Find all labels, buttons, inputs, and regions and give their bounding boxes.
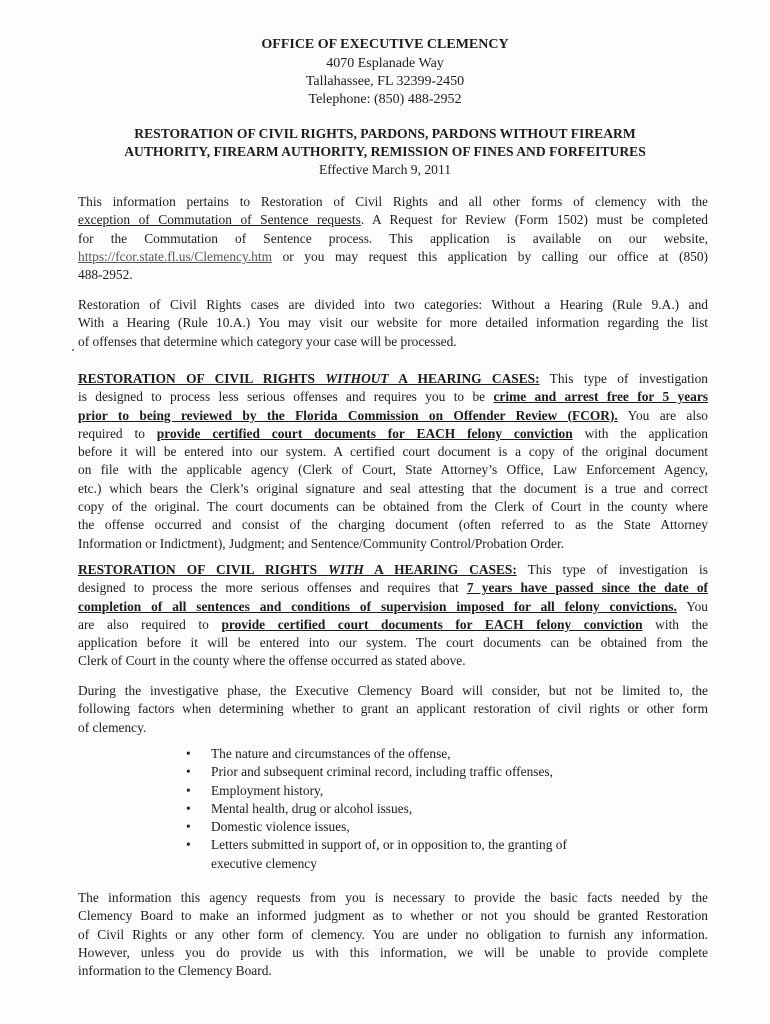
heading-text: WITHOUT (325, 371, 389, 386)
intro-paragraph (78, 193, 708, 284)
list-item-text: Prior and subsequent criminal record, including traffic offenses, (211, 764, 553, 780)
factors-line: following factors when determining whether to grant an applicant restoration of civil rights or other form (78, 701, 708, 717)
office-name: OFFICE OF EXECUTIVE CLEMENCY (261, 37, 509, 52)
bullet-icon: • (186, 837, 191, 853)
heading-text: A HEARING CASES: (388, 371, 540, 386)
list-item-text: Letters submitted in support of, or in opposition to, the granting of (211, 837, 567, 853)
section-text: with the (642, 616, 708, 632)
list-item-text: Domestic violence issues, (211, 819, 350, 835)
without-hearing-line: the offense occurred and consist of the charging document (often referred to as the State Attorney (78, 517, 708, 533)
commutation-exception: exception of Commutation of Sentence requests (78, 212, 361, 228)
without-hearing-line: before it will be entered into our system. A certified court document is a copy of the original document (78, 444, 708, 460)
intro-line: for the Commutation of Sentence process. This application is available on our website, (78, 230, 708, 246)
categories-line: With a Hearing (Rule 10.A.) You may visit our website for more detailed information regarding the list (78, 315, 708, 331)
closing-paragraph (78, 889, 708, 980)
factors-list (186, 745, 686, 873)
without-hearing-line (78, 425, 708, 443)
categories-line: of offenses that determine which category your case will be processed. (78, 333, 457, 349)
section-text: You are also (617, 407, 708, 423)
with-hearing-line (78, 598, 708, 616)
without-hearing-line: copy of the original. The court documents can be obtained from the Clerk of Court in the county where (78, 499, 708, 515)
without-hearing-heading (78, 371, 540, 386)
heading-text: RESTORATION OF CIVIL RIGHTS (78, 562, 329, 577)
with-hearing-section (78, 561, 708, 671)
list-item-text: Employment history, (211, 782, 324, 798)
office-address (0, 55, 770, 109)
document-title (0, 125, 770, 179)
bullet-icon: • (186, 782, 191, 798)
intro-text: . A Request for Review (Form 1502) must be completed (360, 212, 708, 228)
heading-text: RESTORATION OF CIVIL RIGHTS (78, 371, 326, 386)
factors-line: During the investigative phase, the Executive Clemency Board will consider, but not be limited to, the (78, 683, 708, 698)
list-item (186, 782, 686, 800)
closing-line: information to the Clemency Board. (78, 963, 272, 979)
bullet-icon: • (186, 800, 191, 816)
section-emphasis: completion of all sentences and conditions of supervision imposed for all felony convictions. (78, 598, 677, 614)
address-street: 4070 Esplanade Way (326, 56, 444, 71)
without-hearing-line: Information or Indictment), Judgment; and Sentence/Community Control/Probation Order. (78, 535, 565, 551)
intro-line (78, 211, 708, 229)
list-item-text: The nature and circumstances of the offense, (211, 746, 451, 761)
list-item-text: Mental health, drug or alcohol issues, (211, 800, 413, 816)
title-line-2: AUTHORITY, FIREARM AUTHORITY, REMISSION OF FINES AND FORFEITURES (124, 144, 646, 159)
bullet-icon: • (186, 819, 191, 835)
categories-line: Restoration of Civil Rights cases are divided into two categories: Without a Hearing (Rule 9.A.) and (78, 297, 708, 312)
scan-mark (72, 349, 74, 351)
list-item (186, 818, 686, 836)
title-line-1: RESTORATION OF CIVIL RIGHTS, PARDONS, PARDONS WITHOUT FIREARM (134, 126, 636, 141)
with-hearing-line: Clerk of Court in the county where the offense occurred as stated above. (78, 653, 466, 669)
intro-line: This information pertains to Restoration of Civil Rights and all other forms of clemency with the (78, 194, 708, 209)
without-hearing-line: etc.) which bears the Clerk’s original signature and seal attesting that the document is a true and correct (78, 480, 708, 496)
heading-text: WITH (328, 562, 364, 577)
section-text: is designed to process less serious offenses and requires you to be (78, 389, 494, 405)
address-city: Tallahassee, FL 32399-2450 (305, 74, 465, 89)
with-hearing-heading (78, 562, 517, 577)
with-hearing-line: application before it will be entered into our system. The court documents can be obtained from the (78, 635, 708, 651)
clemency-website-link[interactable]: https://fcor.state.fl.us/Clemency.htm (78, 248, 273, 264)
section-emphasis: 7 years have passed since the date of (466, 580, 708, 596)
section-emphasis: provide certified court documents for EACH felony conviction (156, 425, 573, 441)
list-item (186, 836, 686, 873)
closing-line: Clemency Board to make an informed judgment as to whether or not you should be granted Restoration (78, 908, 708, 924)
list-item-text: executive clemency (211, 855, 317, 871)
effective-date: Effective March 9, 2011 (318, 162, 452, 177)
closing-line: The information this agency requests from you is necessary to provide the basic facts needed by the (78, 890, 708, 905)
section-text: with the application (572, 425, 708, 441)
without-hearing-line (78, 388, 708, 406)
intro-line: 488-2952. (78, 267, 133, 283)
list-item (186, 800, 686, 818)
bullet-icon: • (186, 764, 191, 780)
address-phone: Telephone: (850) 488-2952 (308, 92, 462, 107)
list-item (186, 745, 686, 763)
section-emphasis: provide certified court documents for EACH felony conviction (221, 616, 643, 632)
intro-line (78, 248, 708, 266)
heading-text: A HEARING CASES: (363, 562, 517, 577)
without-hearing-section (78, 370, 708, 553)
section-emphasis: prior to being reviewed by the Florida Commission on Offender Review (FCOR). (78, 407, 618, 423)
without-hearing-line (78, 407, 708, 425)
factors-paragraph (78, 682, 708, 737)
with-hearing-line (78, 579, 708, 597)
section-text: designed to process the more serious offenses and requires that (78, 580, 467, 596)
with-hearing-line (78, 616, 708, 634)
factors-line: of clemency. (78, 719, 147, 735)
without-hearing-line: on file with the applicable agency (Clerk of Court, State Attorney’s Office, Law Enforcement Agency, (78, 462, 708, 478)
bullet-icon: • (186, 746, 191, 761)
section-text: required to (78, 425, 157, 441)
section-text: You (676, 598, 708, 614)
section-text: This type of investigation (539, 371, 708, 386)
section-text: are also required to (78, 616, 222, 632)
without-hearing-line (78, 370, 708, 388)
closing-line: of Civil Rights or any other form of clemency. You are under no obligation to furnish any information. (78, 926, 708, 942)
section-text: This type of investigation is (516, 562, 708, 577)
section-emphasis: crime and arrest free for 5 years (493, 389, 709, 405)
list-item (186, 763, 686, 781)
with-hearing-line (78, 561, 708, 579)
closing-line: However, unless you do provide us with this information, we will be unable to provide complete (78, 944, 708, 960)
intro-text: or you may request this application by calling our office at (850) (272, 248, 708, 264)
categories-paragraph (78, 296, 708, 351)
